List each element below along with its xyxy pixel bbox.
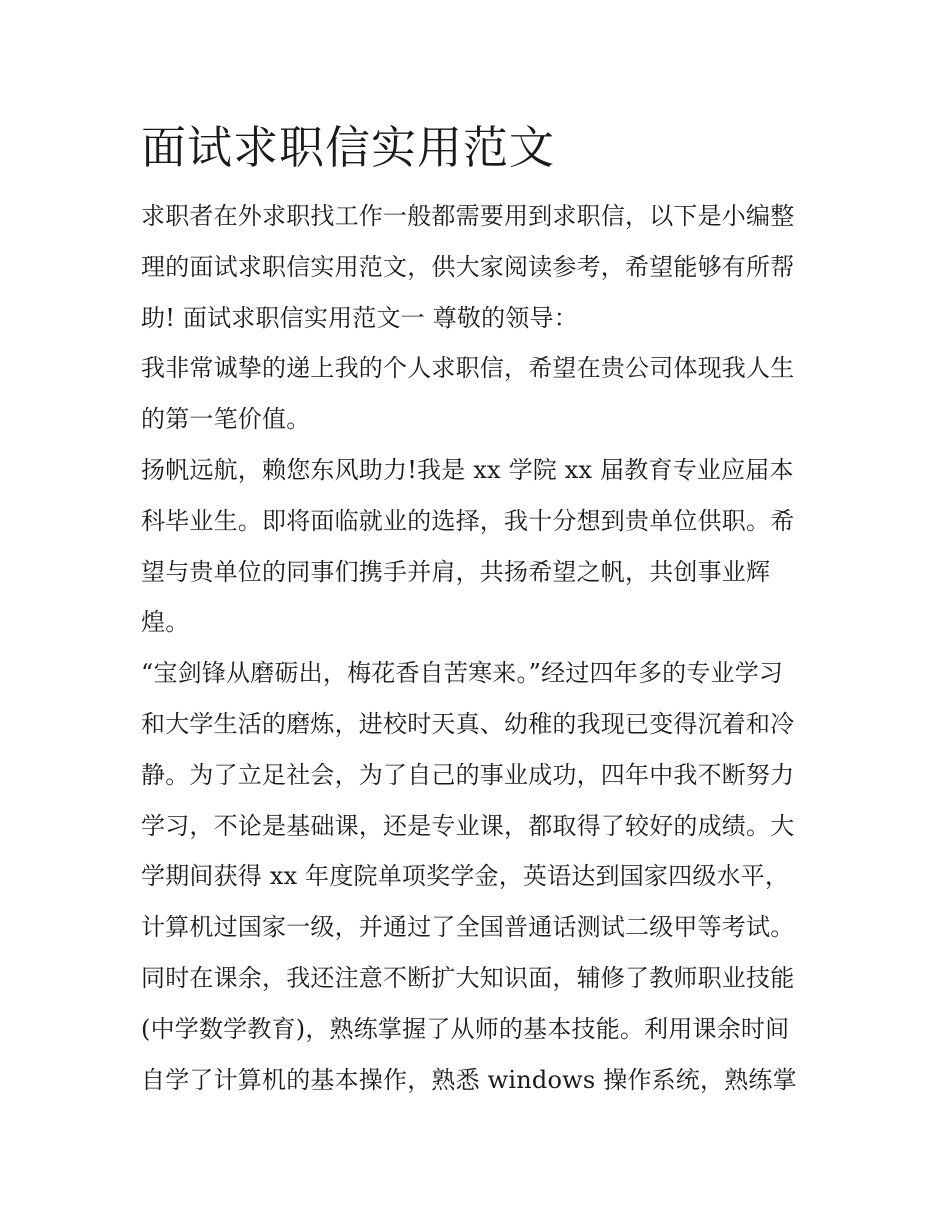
text-line: 学习，不论是基础课，还是专业课，都取得了较好的成绩。大 — [141, 811, 795, 840]
text-line: 科毕业生。即将面临就业的选择，我十分想到贵单位供职。希 — [141, 506, 795, 535]
text-line: 静。为了立足社会，为了自己的事业成功，四年中我不断努力 — [141, 760, 795, 789]
text-line: 望与贵单位的同事们携手并肩，共扬希望之帆，共创事业辉 — [141, 557, 771, 586]
document-body — [141, 204, 821, 1093]
text-line: 的第一笔价值。 — [141, 405, 311, 434]
text-line: 我非常诚挚的递上我的个人求职信，希望在贵公司体现我人生 — [141, 354, 795, 383]
text-line: 同时在课余，我还注意不断扩大知识面，辅修了教师职业技能 — [141, 963, 795, 992]
text-line: 自学了计算机的基本操作，熟悉 windows 操作系统，熟练掌 — [141, 1065, 797, 1094]
text-line: 理的面试求职信实用范文，供大家阅读参考，希望能够有所帮 — [141, 252, 795, 281]
text-line: 计算机过国家一级，并通过了全国普通话测试二级甲等考试。 — [141, 913, 795, 942]
text-line: (中学数学教育)，熟练掌握了从师的基本技能。利用课余时间 — [141, 1014, 790, 1043]
document-title: 面试求职信实用范文 — [141, 121, 556, 174]
document-page — [141, 118, 821, 1118]
text-line: 和大学生活的磨炼，进校时天真、幼稚的我现已变得沉着和冷 — [141, 709, 795, 738]
text-line: 学期间获得 xx 年度院单项奖学金，英语达到国家四级水平， — [141, 862, 790, 891]
text-line: 求职者在外求职找工作一般都需要用到求职信，以下是小编整 — [141, 202, 795, 230]
text-line: 扬帆远航，赖您东风助力!我是 xx 学院 xx 届教育专业应届本 — [141, 455, 794, 484]
text-line: “宝剑锋从磨砺出，梅花香自苦寒来。”经过四年多的专业学习 — [141, 659, 784, 688]
text-line: 助! 面试求职信实用范文一 尊敬的领导： — [141, 303, 578, 332]
text-line: 煌。 — [141, 608, 190, 637]
